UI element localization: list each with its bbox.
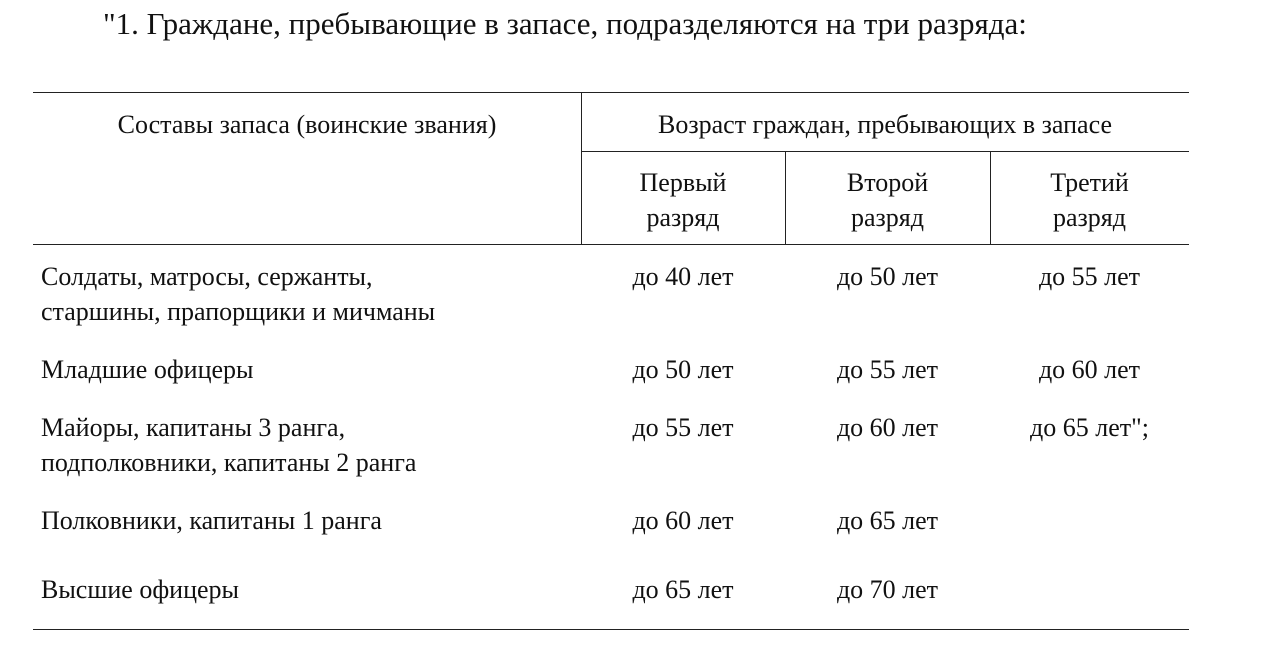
row-rank [41, 259, 435, 329]
row-second-category: до 65 лет [836, 506, 939, 535]
row-second-category: до 55 лет [836, 355, 939, 384]
row-rank-line: Солдаты, матросы, сержанты, [41, 262, 373, 291]
row-rank [41, 572, 239, 607]
reserve-categories-table [33, 0, 1189, 659]
header-ranks: Составы запаса (воинские звания) [117, 110, 497, 139]
header-bottom-rule [33, 244, 1189, 245]
row-rank [41, 352, 254, 387]
row-rank-line: Младшие офицеры [41, 355, 254, 384]
intro-paragraph: "1. Граждане, пребывающие в запасе, подразделяются на три разряда: [103, 6, 1027, 41]
row-second-category: до 60 лет [836, 413, 939, 442]
row-first-category: до 50 лет [632, 355, 734, 384]
header-age-group: Возраст граждан, пребывающих в запасе [658, 110, 1112, 139]
header-first-category [581, 165, 785, 235]
row-rank-line: Полковники, капитаны 1 ранга [41, 506, 382, 535]
row-first-category: до 40 лет [632, 262, 734, 291]
header-third-line1: Третий [1050, 168, 1129, 197]
row-second-category: до 50 лет [836, 262, 939, 291]
header-third-category [990, 165, 1189, 235]
row-rank-line: старшины, прапорщики и мичманы [41, 297, 436, 326]
table-top-rule [33, 92, 1189, 93]
header-third-line2: разряд [1053, 203, 1126, 232]
row-rank-line: подполковники, капитаны 2 ранга [41, 448, 417, 477]
header-second-line2: разряд [851, 203, 924, 232]
header-second-line1: Второй [846, 168, 929, 197]
row-second-category: до 70 лет [836, 575, 939, 604]
row-rank-line: Высшие офицеры [41, 575, 240, 604]
row-first-category: до 55 лет [632, 413, 734, 442]
header-second-category [785, 165, 990, 235]
row-third-category: до 65 лет"; [1030, 413, 1149, 442]
header-first-line2: разряд [646, 203, 720, 232]
row-third-category: до 60 лет [1038, 355, 1141, 384]
row-rank [41, 503, 382, 538]
header-first-line1: Первый [639, 168, 727, 197]
row-first-category: до 65 лет [632, 575, 734, 604]
age-group-rule [581, 151, 1189, 152]
row-first-category: до 60 лет [632, 506, 734, 535]
row-third-category: до 55 лет [1038, 262, 1141, 291]
table-bottom-rule [33, 629, 1189, 630]
row-rank [41, 410, 416, 480]
row-rank-line: Майоры, капитаны 3 ранга, [41, 413, 346, 442]
